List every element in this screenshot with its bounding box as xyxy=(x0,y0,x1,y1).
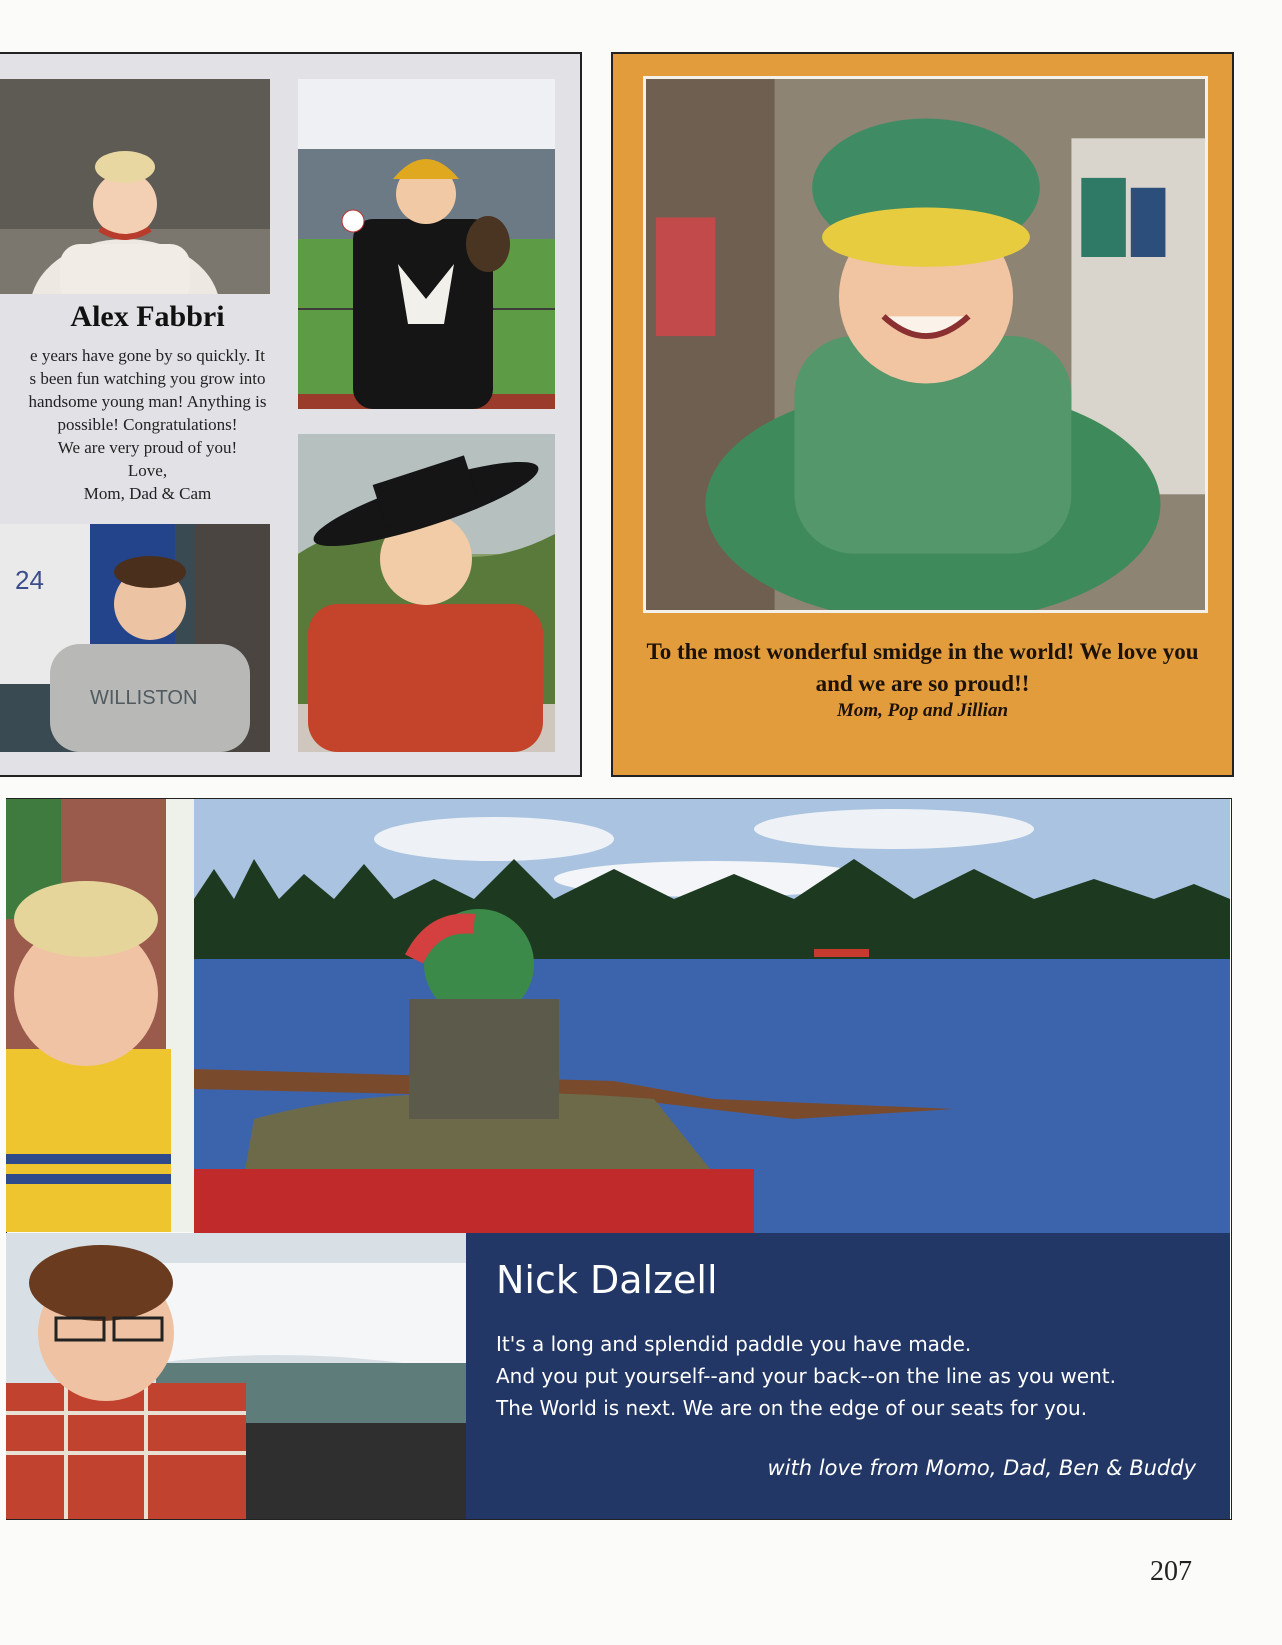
message-line: handsome young man! Anything is xyxy=(28,392,267,411)
nick-dalzell-signature: with love from Momo, Dad, Ben & Buddy xyxy=(767,1456,1196,1480)
nick-dalzell-message xyxy=(496,1328,1116,1424)
alex-baby-photo xyxy=(0,79,270,294)
alex-fabbri-message xyxy=(0,344,295,505)
smidge-message: To the most wonderful smidge in the world! We love you and we are so proud!! xyxy=(646,639,1199,696)
message-line: And you put yourself--and your back--on the line as you went. xyxy=(496,1364,1116,1388)
nick-dalzell-name: Nick Dalzell xyxy=(496,1258,718,1302)
message-line: possible! Congratulations! xyxy=(57,415,238,434)
message-line: e years have gone by so quickly. It xyxy=(30,346,265,365)
message-line: The World is next. We are on the edge of our seats for you. xyxy=(496,1396,1088,1420)
jersey-number: 24 xyxy=(15,565,44,595)
smidge-toddler-photo xyxy=(643,76,1208,613)
nick-child-photo xyxy=(6,799,194,1232)
nick-niagara-photo xyxy=(6,1233,466,1519)
message-line: Love, xyxy=(127,461,168,480)
alex-fabbri-name: Alex Fabbri xyxy=(70,300,225,333)
alex-baseball-photo xyxy=(298,79,555,409)
message-line: Mom, Dad & Cam xyxy=(83,484,212,503)
smidge-signature: Mom, Pop and Jillian xyxy=(836,700,1009,721)
page-number: 207 xyxy=(1150,1556,1192,1587)
message-line: We are very proud of you! xyxy=(57,438,238,457)
nick-paddle-photo xyxy=(194,799,1230,1233)
alex-teen-photo xyxy=(0,524,270,752)
message-line: It's a long and splendid paddle you have made. xyxy=(496,1332,972,1356)
message-line: s been fun watching you grow into xyxy=(29,369,266,388)
alex-hat-photo xyxy=(298,434,555,752)
shirt-text: WILLISTON xyxy=(90,687,198,709)
